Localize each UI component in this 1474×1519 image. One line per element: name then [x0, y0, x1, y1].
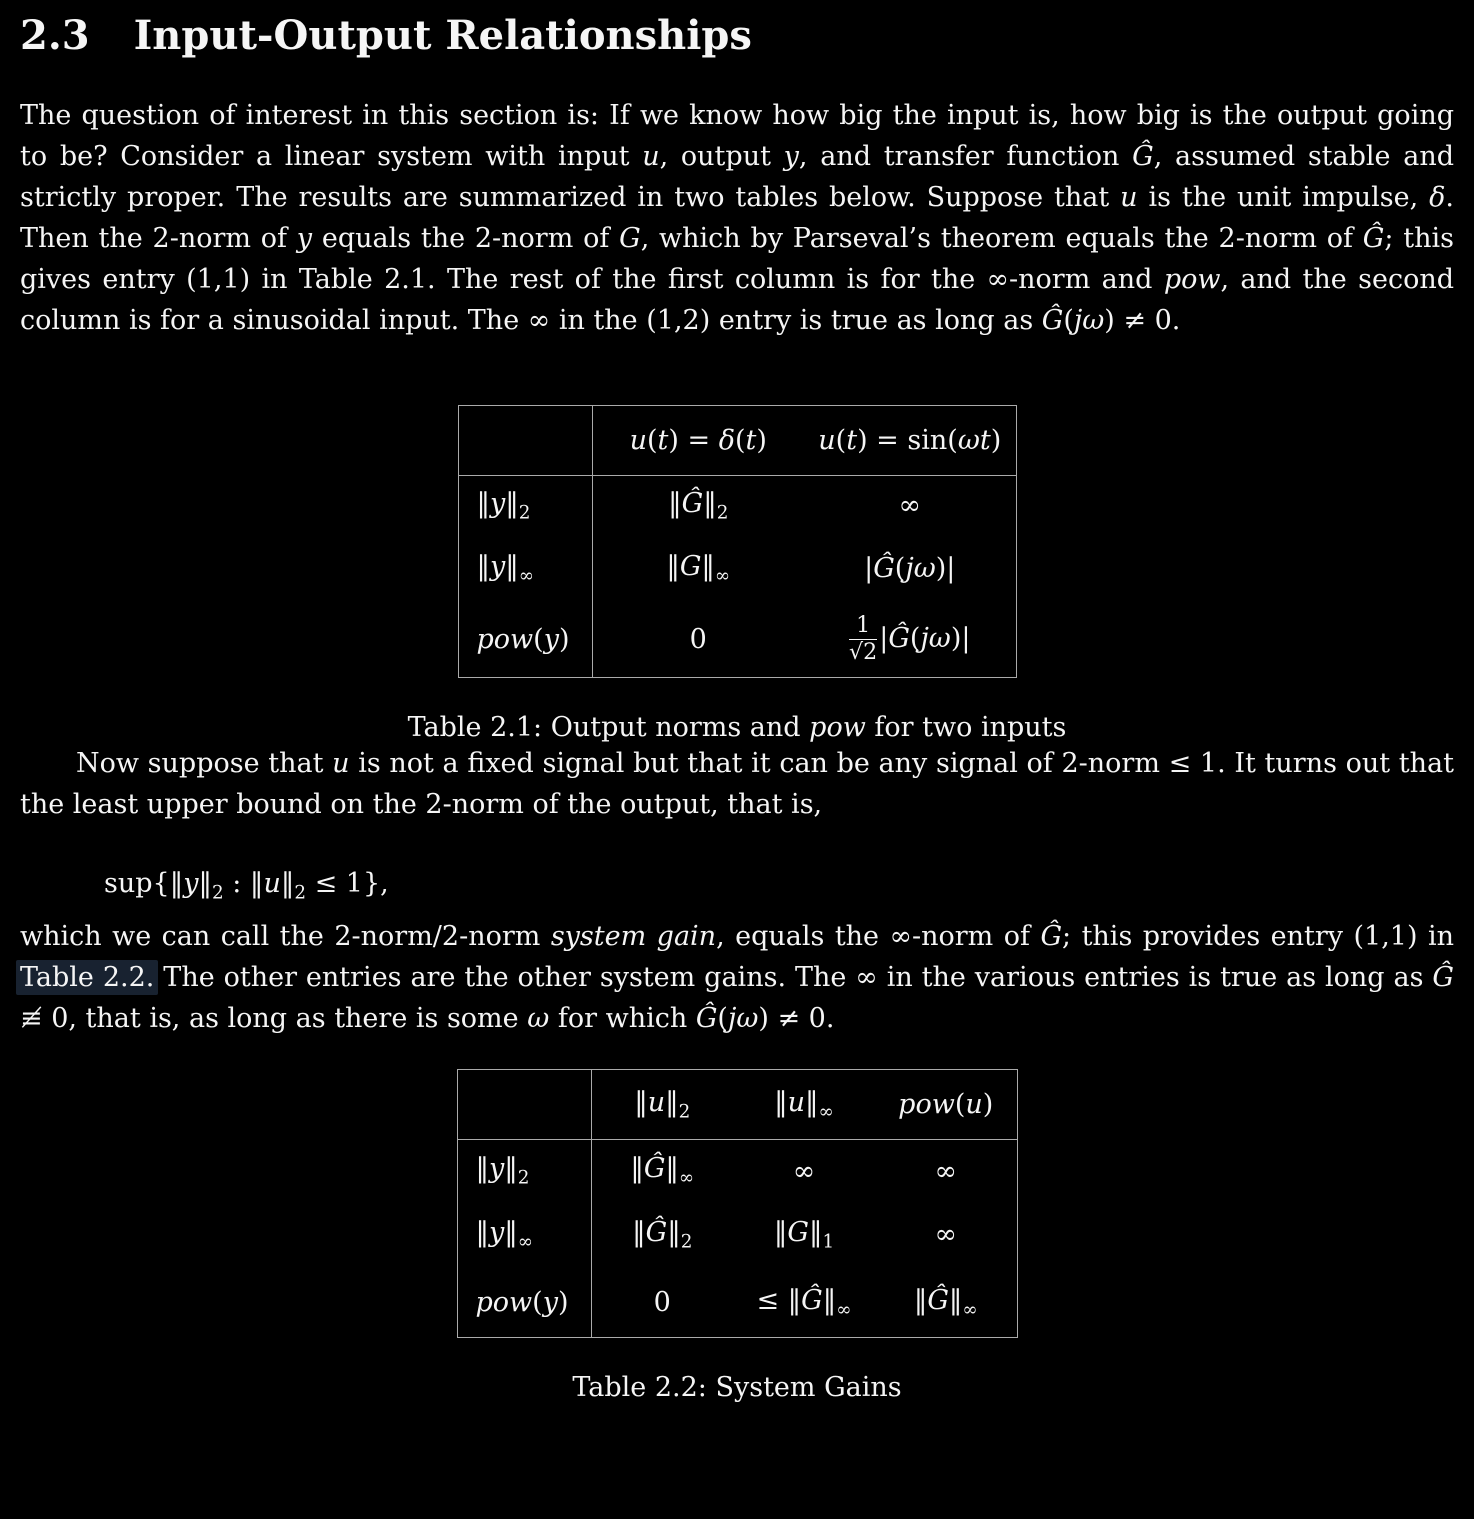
- table-cell: ∞: [934, 1155, 957, 1187]
- table-header-cell: $‖u‖_2$: [634, 1087, 691, 1123]
- table-cell: $‖y‖_\infty$: [458, 536, 592, 602]
- table-row: [457, 1268, 1017, 1338]
- paragraph-text: which we can call the 2-norm/2-norm system gain, equals the ∞-norm of Ĝ; this provides entry (1,1) in: [20, 921, 1454, 953]
- table-row: [458, 536, 1016, 602]
- table-header-cell: u(t) = δ(t): [629, 425, 767, 456]
- table-cell: ≤ $‖Ĝ‖_\infty$: [756, 1284, 852, 1321]
- table-2-2: [457, 1069, 1018, 1338]
- table-cell: $‖Ĝ‖_2$: [632, 1217, 693, 1253]
- table-cell: |Ĝ(jω)|: [864, 553, 956, 584]
- table-cell: $‖G‖_1$: [773, 1217, 835, 1253]
- table-cell: pow(y): [457, 1268, 591, 1338]
- paragraph-text: The other entries are the other system gains. The ∞ in the various entries is true as long as Ĝ ≢ 0, that is, as long as there is some ω for which Ĝ(jω) ≠ 0.: [20, 962, 1454, 1035]
- table-header-cell: [457, 1070, 591, 1140]
- table-cell: $‖Ĝ‖_\infty$: [630, 1153, 695, 1189]
- table-row: [457, 1070, 1017, 1140]
- table-cell: ∞: [934, 1219, 957, 1251]
- table-row: [458, 602, 1016, 678]
- section-heading: [20, 12, 1454, 59]
- section-number: 2.3: [20, 12, 90, 59]
- table-row: [457, 1140, 1017, 1202]
- table-cell: $‖y‖_2$: [457, 1140, 591, 1202]
- table-cell: 0: [689, 623, 707, 655]
- table-cell: pow(y): [458, 602, 592, 678]
- table-cell: ∞: [898, 490, 921, 522]
- paragraph-gain: [20, 916, 1454, 1039]
- table-cell: 0: [653, 1287, 671, 1319]
- table-cell: $‖G‖_\infty$: [666, 550, 731, 587]
- table-2-2-link[interactable]: Table 2.2.: [16, 960, 158, 995]
- table-2-1-caption: Table 2.1: Output norms and pow for two inputs: [407, 712, 1067, 743]
- table-row: [457, 1202, 1017, 1268]
- table-cell: $‖Ĝ‖_2$: [668, 488, 729, 524]
- table-cell: ∞: [792, 1155, 816, 1187]
- table-header-cell: pow(u): [898, 1089, 994, 1121]
- table-row: [458, 406, 1016, 476]
- paragraph-intro: The question of interest in this section is: If we know how big the input is, how big is the output going to be? Consider a linear system with input u, output y, and transfer function Ĝ, assumed stable and strictly proper. The results are summarized in two tables below. Suppose that u is the unit impulse, δ. Then the 2-norm of y equals the 2-norm of G, which by Parseval’s theorem equals the 2-norm of Ĝ; this gives entry (1,1) in Table 2.1. The rest of the first column is for the ∞-norm and pow, and the second column is for a sinusoidal input. The ∞ in the (1,2) entry is true as long as Ĝ(jω) ≠ 0.: [20, 100, 1455, 336]
- formula-sup-gain: $sup\{‖y‖_2$ : $‖u‖_2 \le 1$},: [104, 868, 389, 904]
- table-header-cell: [458, 406, 592, 476]
- paragraph-suppose: Now suppose that u is not a fixed signal but that it can be any signal of 2-norm ≤ 1. It turns out that the least upper bound on the 2-norm of the output, that is,: [20, 748, 1454, 820]
- table-2-2-caption: Table 2.2: System Gains: [572, 1372, 902, 1404]
- table-2-1: [458, 405, 1017, 678]
- table-header-cell: $‖u‖_\infty$: [774, 1087, 834, 1123]
- table-cell: $\frac{1}{√2}$ |Ĝ(jω)|: [849, 611, 971, 666]
- table-cell: $‖Ĝ‖_\infty$: [913, 1284, 978, 1321]
- table-cell: $‖y‖_\infty$: [457, 1202, 591, 1268]
- section-title: Input-Output Relationships: [133, 12, 752, 59]
- table-header-cell: u(t) = sin(ωt): [818, 425, 1002, 456]
- table-row: [458, 476, 1016, 536]
- table-cell: $‖y‖_2$: [458, 476, 592, 536]
